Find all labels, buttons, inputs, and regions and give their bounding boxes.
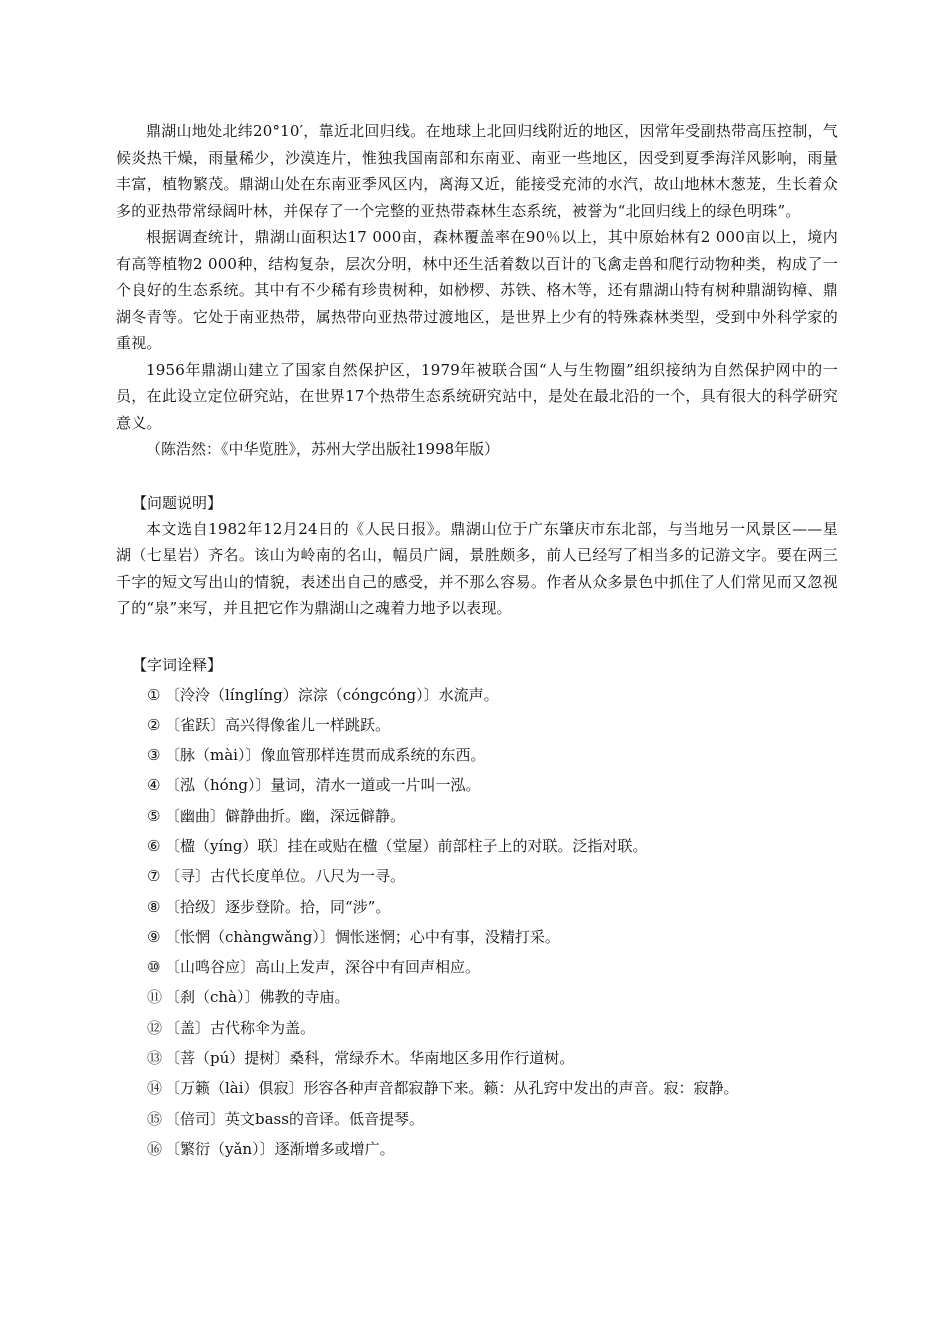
document-page: [116, 118, 838, 1164]
note-number: ⑫: [147, 1018, 163, 1037]
spacer: [116, 622, 838, 650]
note-number: ②: [147, 715, 161, 734]
note-text: 〔刹（chà）〕佛教的寺庙。: [165, 988, 350, 1007]
note-text: 〔寻〕古代长度单位。八尺为一寻。: [165, 867, 406, 886]
note-number: ⑨: [147, 927, 161, 946]
glossary-item: [116, 680, 838, 710]
spacer: [116, 463, 838, 490]
note-text: 〔怅惘（chàngwǎng）〕惆怅迷惘；心中有事，没精打采。: [165, 927, 560, 946]
body-paragraph-3: 1956年鼎湖山建立了国家自然保护区，1979年被联合国“人与生物圈”组织接纳为自然保护网中的一员，在此设立定位研究站，在世界17个热带生态系统研究站中，是处在最北沿的一个，具有很大的科学研究意义。: [116, 360, 838, 432]
note-number: ③: [147, 746, 161, 765]
glossary-item: [116, 1073, 838, 1103]
note-number: ⑦: [147, 867, 161, 886]
note-text: 〔幽曲〕僻静曲折。幽，深远僻静。: [165, 806, 406, 825]
note-text: 〔倍司〕英文bass的音译。低音提琴。: [165, 1109, 424, 1128]
note-text: 〔盖〕古代称伞为盖。: [165, 1018, 316, 1037]
note-text: 〔脉（mài）〕像血管那样连贯而成系统的东西。: [165, 746, 486, 765]
note-number: ⑭: [147, 1079, 163, 1098]
glossary-item: [116, 922, 838, 952]
note-text: 〔繁衍（yǎn）〕逐渐增多或增广。: [165, 1139, 395, 1158]
note-number: ⑯: [147, 1139, 163, 1158]
note-text: 〔泓（hóng）〕量词，清水一道或一片叫一泓。: [165, 776, 481, 795]
note-number: ⑤: [147, 806, 161, 825]
problem-heading: 【问题说明】: [132, 493, 223, 512]
glossary-item: [116, 770, 838, 800]
note-text: 〔雀跃〕高兴得像雀儿一样跳跃。: [165, 715, 391, 734]
glossary-item: [116, 831, 838, 861]
note-text: 〔山鸣谷应〕高山上发声，深谷中有回声相应。: [165, 958, 481, 977]
glossary-item: [116, 982, 838, 1012]
note-number: ⑥: [147, 836, 161, 855]
note-text: 〔菩（pú）提树〕桑科，常绿乔木。华南地区多用作行道树。: [165, 1049, 575, 1068]
glossary-heading: 【字词诠释】: [132, 655, 223, 674]
problem-text: 本文选自1982年12月24日的《人民日报》。鼎湖山位于广东肇庆市东北部，与当地另一风景区——星湖（七星岩）齐名。该山为岭南的名山，幅员广阔，景胜颇多，前人已经写了相当多的记游文字。要在两三千字的短文写出山的情貌，表述出自己的感受，并不那么容易。作者从众多景色中抓住了人们常见而又忽视了的“泉”来写，并且把它作为鼎湖山之魂着力地予以表现。: [116, 519, 838, 617]
note-number: ⑮: [147, 1109, 163, 1128]
source-citation: （陈浩然：《中华览胜》，苏州大学出版社1998年版）: [146, 440, 500, 458]
glossary-item: [116, 952, 838, 982]
note-number: ④: [147, 776, 161, 795]
note-number: ①: [147, 685, 161, 704]
note-number: ⑩: [147, 958, 161, 977]
glossary-item: [116, 892, 838, 922]
glossary-list: [116, 680, 838, 1165]
body-paragraph-2: 根据调查统计，鼎湖山面积达17 000亩，森林覆盖率在90％以上，其中原始林有2 000亩以上，境内有高等植物2 000种，结构复杂，层次分明，林中还生活着数以百计的飞禽走兽和爬行动物种类，构成了一个良好的生态系统。其中有不少稀有珍贵树种，如桫椤、苏铁、格木等，还有鼎湖山特有树种鼎湖钩樟、鼎湖冬青等。它处于南亚热带，属热带向亚热带过渡地区，是世界上少有的特殊森林类型，受到中外科学家的重视。: [116, 228, 838, 352]
glossary-item: [116, 801, 838, 831]
glossary-item: [116, 861, 838, 891]
body-paragraph-1: 鼎湖山地处北纬20°10′，靠近北回归线。在地球上北回归线附近的地区，因常年受副热带高压控制，气候炎热干燥，雨量稀少，沙漠连片，惟独我国南部和东南亚、南亚一些地区，因受到夏季海洋风影响，雨量丰富，植物繁茂。鼎湖山处在东南亚季风区内，离海又近，能接受充沛的水汽，故山地林木葱茏，生长着众多的亚热带常绿阔叶林，并保存了一个完整的亚热带森林生态系统，被誉为“北回归线上的绿色明珠”。: [116, 122, 838, 220]
note-number: ⑧: [147, 897, 161, 916]
note-text: 〔万籁（lài）俱寂〕形容各种声音都寂静下来。籁：从孔窍中发出的声音。寂：寂静。: [165, 1079, 739, 1098]
note-number: ⑬: [147, 1049, 163, 1068]
glossary-item: [116, 1043, 838, 1073]
note-number: ⑪: [147, 988, 163, 1007]
glossary-item: [116, 1134, 838, 1164]
note-text: 〔楹（yíng）联〕挂在或贴在楹（堂屋）前部柱子上的对联。泛指对联。: [165, 836, 648, 855]
glossary-item: [116, 1013, 838, 1043]
glossary-item: [116, 710, 838, 740]
note-text: 〔泠泠（línglíng）淙淙（cóngcóng）〕水流声。: [165, 685, 499, 704]
note-text: 〔拾级〕逐步登阶。拾，同“涉”。: [165, 897, 391, 916]
glossary-item: [116, 740, 838, 770]
glossary-item: [116, 1104, 838, 1134]
